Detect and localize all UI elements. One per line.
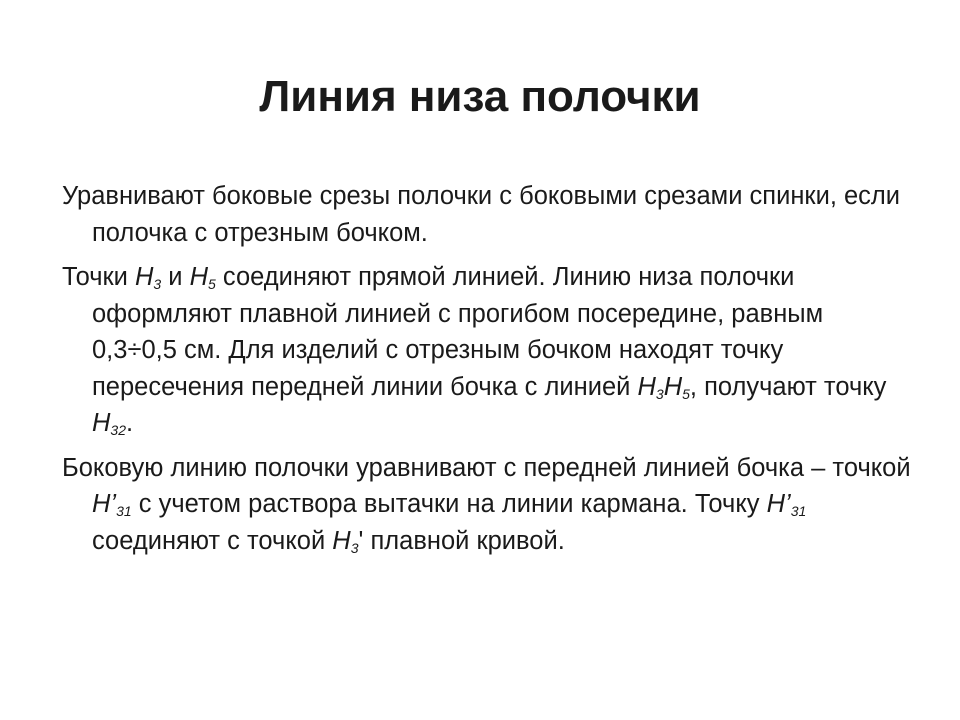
p3-text-3: соединяют с точкой	[92, 526, 333, 555]
slide-body	[62, 178, 912, 567]
point-h32-subscript: 32	[110, 422, 126, 438]
paragraph-2	[62, 259, 912, 442]
p2-text-4: , получают точку	[689, 372, 887, 401]
line-h5-subscript: 5	[682, 385, 690, 402]
point-h31-prime-subscript-2: 31	[790, 503, 807, 519]
point-h32-letter: Н	[92, 409, 111, 437]
line-h5-letter: Н	[663, 372, 683, 401]
point-h5-letter: Н	[189, 263, 209, 291]
slide-title: Линия низа полочки	[259, 72, 701, 121]
point-h3-subscript: 3	[153, 276, 162, 292]
paragraph-1	[62, 178, 912, 251]
line-h3-subscript: 3	[655, 385, 664, 402]
line-h3-letter: Н	[637, 372, 656, 401]
paragraph-3	[62, 450, 912, 560]
p3-text-2: с учетом раствора вытачки на линии кармана. Точку	[131, 490, 767, 518]
point-h3-letter-2: Н	[332, 526, 351, 555]
point-h31-prime-letter: Н’	[92, 490, 117, 518]
p2-text-3: соединяют прямой линией. Линию низа полочки оформляют плавной линией с прогибом посередине, равным 0,3÷0,5 см. Для изделий с отрезным бочком находят точку пересечения передней линии бочка с линией	[92, 263, 824, 401]
point-h31-prime-subscript: 31	[116, 503, 132, 519]
paragraph-1-text: Уравнивают боковые срезы полочки с боковыми срезами спинки, если полочка с отрезным бочком.	[62, 182, 901, 247]
point-h5-subscript: 5	[208, 276, 216, 292]
p2-text-1: Точки	[62, 263, 135, 291]
p2-text-2: и	[161, 263, 190, 291]
point-h3-subscript-2: 3	[350, 539, 359, 556]
p3-text-1: Боковую линию полочки уравнивают с передней линией бочка – точкой	[62, 453, 911, 482]
p3-text-4: ' плавной кривой.	[358, 526, 565, 555]
p2-text-5: .	[126, 409, 134, 437]
point-h3-letter: Н	[134, 263, 154, 291]
point-h31-prime-letter-2: Н’	[766, 490, 791, 518]
